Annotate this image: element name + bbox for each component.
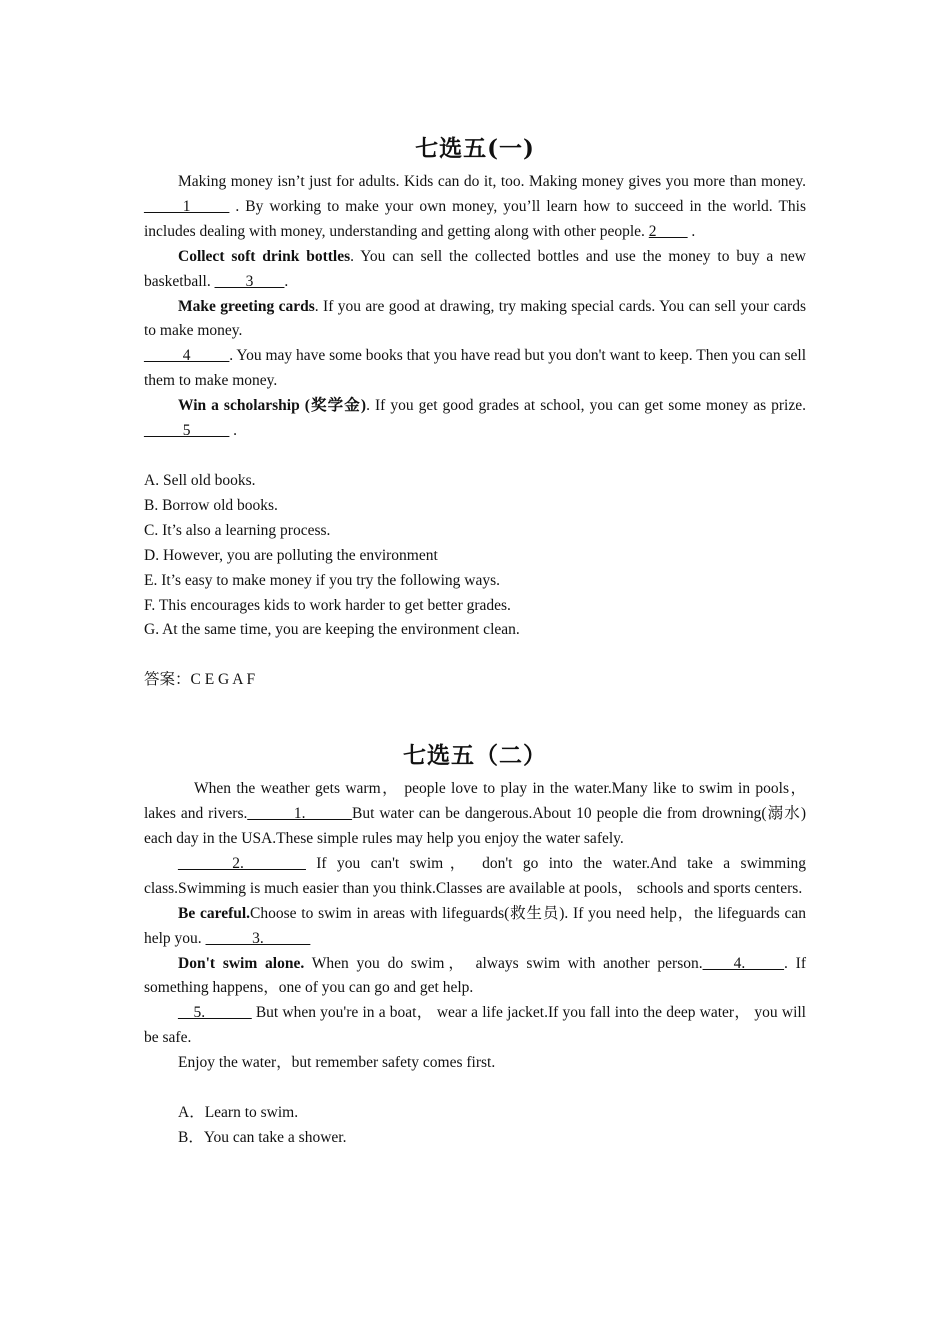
s1-p5-heading: Win a scholarship (奖学金) xyxy=(178,397,367,415)
section1-title: 七选五(一) xyxy=(415,135,535,162)
s2-p4-heading: Don't swim alone. xyxy=(178,954,305,972)
s2-paragraph-1 xyxy=(144,777,806,852)
s1-paragraph-4 xyxy=(144,344,806,394)
option-a: A. Sell old books. xyxy=(144,471,256,489)
blank-3: ____3____ xyxy=(214,272,285,290)
s1-paragraph-1 xyxy=(144,170,806,245)
option-f: F. This encourages kids to work harder to get better grades. xyxy=(144,596,511,614)
s2-option-a: A．Learn to swim. xyxy=(178,1104,299,1122)
s2-blank-3: ______3.______ xyxy=(205,929,311,947)
blank-2: 2____ xyxy=(648,222,688,240)
answer-key: 答案：C E G A F xyxy=(144,671,256,689)
s2-paragraph-4 xyxy=(144,952,806,1002)
s2-blank-1: ______1.______ xyxy=(247,805,352,823)
blank-4: _____4_____ xyxy=(144,347,230,365)
s1-options-list xyxy=(144,469,806,643)
s2-paragraph-3 xyxy=(144,902,806,952)
s2-blank-4: ____4._____ xyxy=(702,954,784,972)
option-c: C. It’s also a learning process. xyxy=(144,521,331,539)
blank-1: _____1_____ xyxy=(144,197,230,215)
s2-paragraph-5 xyxy=(144,1001,806,1051)
s1-p5-text: . If you get good grades at school, you can get some money as prize. xyxy=(366,397,806,415)
s2-p2-text: If you can't swim， don't go into the water.And take a swimming class.Swimming is much easier than you think.Classes are available at pools， schools and sports centers. xyxy=(144,854,806,897)
option-g: G. At the same time, you are keeping the environment clean. xyxy=(144,621,520,639)
s2-p5-text: But when you're in a boat， wear a life jacket.If you fall into the deep water， you will be safe. xyxy=(144,1004,806,1047)
s1-p3-heading: Make greeting cards xyxy=(178,297,315,315)
s1-paragraph-2 xyxy=(144,245,806,295)
s1-p3-text: . If you are good at drawing, try making special cards. You can sell your cards to make money. xyxy=(144,297,806,340)
s1-p1-text-a: Making money isn’t just for adults. Kids can do it, too. Making money gives you more than money. xyxy=(178,173,806,190)
s1-p5-end: . xyxy=(229,422,237,440)
blank-5: _____5_____ xyxy=(144,422,230,440)
s2-blank-5: __5.______ xyxy=(178,1004,252,1022)
s2-p4-end: . If something happens，one of you can go and get help. xyxy=(144,954,806,997)
s1-p1-text-b: . By working to make your own money, you’ll learn how to succeed in the world. This includes dealing with money, understanding and getting along with other people. xyxy=(144,197,806,240)
s1-p1-text-c: . xyxy=(687,222,696,240)
s2-option-b: B．You can take a shower. xyxy=(178,1129,347,1146)
s1-paragraph-3 xyxy=(144,295,806,345)
s2-options-list xyxy=(144,1101,806,1151)
document-content xyxy=(144,128,806,1151)
s1-p2-text: . You can sell the collected bottles and use the money to buy a new basketball. xyxy=(144,247,806,290)
s2-paragraph-2 xyxy=(144,852,806,902)
s2-p1-text-b: But water can be dangerous.About 10 people die from drowning(溺水) each day in the USA.These simple rules may help you enjoy the water safely. xyxy=(144,805,806,848)
option-e: E. It’s easy to make money if you try the following ways. xyxy=(144,571,501,589)
s1-p4-text: . You may have some books that you have read but you don't want to keep. Then you can sell them to make money. xyxy=(144,347,807,390)
s2-paragraph-6: Enjoy the water，but remember safety comes first. xyxy=(178,1054,496,1072)
s2-p3-heading: Be careful. xyxy=(178,904,251,922)
s2-blank-2: _______2.________ xyxy=(178,854,306,872)
s2-p1-text-a: When the weather gets warm， people love to play in the water.Many like to swim in pools， lakes and rivers. xyxy=(144,780,806,823)
s2-p4-text: When you do swim， always swim with another person. xyxy=(304,954,703,972)
s1-p2-heading: Collect soft drink bottles xyxy=(178,247,351,265)
s2-p3-text: Choose to swim in areas with lifeguards(救生员). If you need help，the lifeguards can help you. xyxy=(144,904,806,947)
option-b: B. Borrow old books. xyxy=(144,496,278,514)
section2-title: 七选五（二） xyxy=(403,742,547,770)
s1-paragraph-5 xyxy=(144,394,806,444)
option-d: D. However, you are polluting the environment xyxy=(144,546,438,564)
s1-p2-end: . xyxy=(284,272,289,290)
